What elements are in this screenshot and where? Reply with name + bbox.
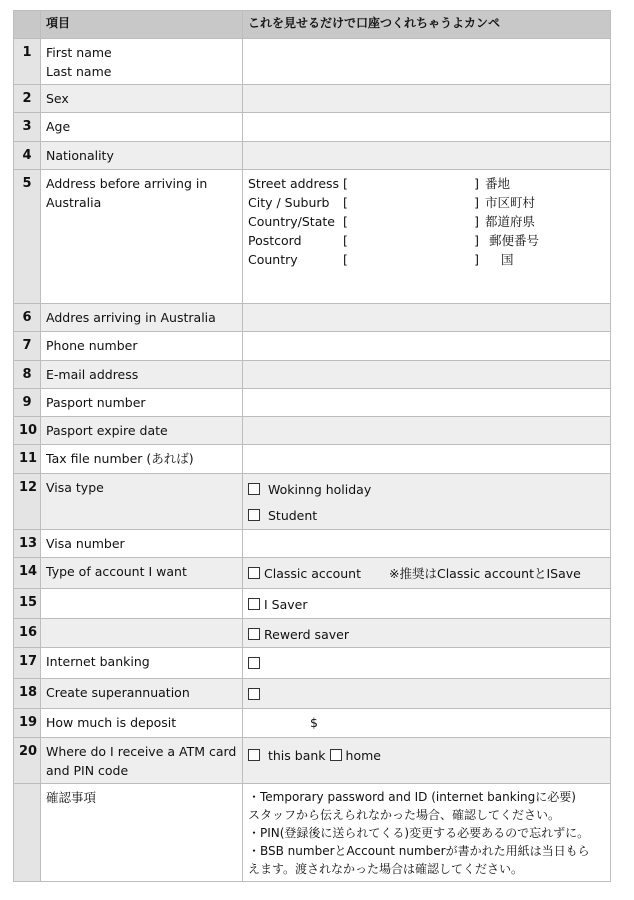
row-label: Nationality — [41, 142, 243, 170]
currency-symbol: $ — [310, 715, 318, 730]
row-visa-number — [14, 530, 611, 558]
row-label — [41, 589, 243, 619]
checkbox[interactable] — [248, 657, 260, 669]
row-email — [14, 361, 611, 389]
row-number: 1 — [14, 39, 41, 85]
checkbox[interactable] — [248, 567, 260, 579]
confirm-note-line: ・Temporary password and ID (internet bankingに必要) — [248, 790, 576, 804]
atm-label-line2: and PIN code — [46, 763, 129, 778]
account-type-options — [243, 558, 611, 589]
checkbox[interactable] — [248, 598, 260, 610]
last-name-label: Last name — [46, 64, 112, 79]
row-label: Visa number — [41, 530, 243, 558]
internet-banking-option — [243, 648, 611, 679]
row-number: 8 — [14, 361, 41, 389]
address-unit: 郵便番号 — [489, 233, 540, 248]
row-visa-type — [14, 474, 611, 530]
row-nationality — [14, 142, 611, 170]
confirm-note-line: えます。渡されなかった場合は確認してください。 — [248, 862, 524, 876]
sex-field[interactable] — [243, 85, 611, 113]
row-phone — [14, 332, 611, 361]
row-label: Create superannuation — [41, 679, 243, 709]
city-suburb-line — [248, 193, 605, 212]
row-label: How much is deposit — [41, 709, 243, 738]
row-label — [41, 170, 243, 304]
row-number: 20 — [14, 738, 41, 784]
row-deposit — [14, 709, 611, 738]
checkbox[interactable] — [248, 483, 260, 495]
visa-type-options — [243, 474, 611, 530]
header-row — [14, 11, 611, 39]
checkbox[interactable] — [248, 749, 260, 761]
row-number: 9 — [14, 389, 41, 417]
passport-expire-field[interactable] — [243, 417, 611, 445]
visa-number-field[interactable] — [243, 530, 611, 558]
account-option-classic[interactable]: Classic account — [248, 566, 361, 581]
row-label: Internet banking — [41, 648, 243, 679]
address-input-bracket[interactable]: [ ] — [343, 214, 479, 229]
row-number: 10 — [14, 417, 41, 445]
address-field[interactable] — [243, 170, 611, 304]
account-application-form — [13, 10, 611, 882]
address-unit: 市区町村 — [485, 195, 536, 210]
confirm-note-line: ・PIN(登録後に送られてくる)変更する必要あるので忘れずに。 — [248, 826, 590, 840]
visa-option-working-holiday[interactable]: Wokinng holiday — [248, 480, 605, 499]
first-name-label: First name — [46, 45, 112, 60]
row-number: 18 — [14, 679, 41, 709]
row-superannuation — [14, 679, 611, 709]
account-option-isaver[interactable]: I Saver — [243, 589, 611, 619]
address-unit: 番地 — [485, 176, 511, 191]
account-option-reward-saver[interactable]: Rewerd saver — [243, 619, 611, 648]
country-state-line — [248, 212, 605, 231]
row-label: Visa type — [41, 474, 243, 530]
row-number: 3 — [14, 113, 41, 142]
recommendation-note: ※推奨はClassic accountとISave — [389, 566, 581, 581]
address-unit: 国 — [501, 252, 514, 267]
row-address-arriving — [14, 304, 611, 332]
row-label: Type of account I want — [41, 558, 243, 589]
row-atm-card-delivery — [14, 738, 611, 784]
row-label: Pasport number — [41, 389, 243, 417]
row-label: E-mail address — [41, 361, 243, 389]
row-isaver — [14, 589, 611, 619]
row-account-type — [14, 558, 611, 589]
tax-file-field[interactable] — [243, 445, 611, 474]
confirm-note-line: スタッフから伝えられなかった場合、確認してください。 — [248, 808, 561, 822]
address-key: Country/State — [248, 214, 335, 229]
street-address-line — [248, 174, 605, 193]
address-label-line1: Address before arriving in — [46, 176, 208, 191]
checkbox[interactable] — [330, 749, 342, 761]
postcode-line — [248, 231, 605, 250]
row-label: Sex — [41, 85, 243, 113]
row-label: Pasport expire date — [41, 417, 243, 445]
row-number: 16 — [14, 619, 41, 648]
row-address-before — [14, 170, 611, 304]
address-arriving-field[interactable] — [243, 304, 611, 332]
age-field[interactable] — [243, 113, 611, 142]
row-number: 19 — [14, 709, 41, 738]
confirm-note-line: ・BSB numberとAccount numberが書かれた用紙は当日もら — [248, 844, 590, 858]
delivery-option-home[interactable]: home — [330, 748, 381, 763]
address-input-bracket[interactable]: [ ] — [343, 176, 479, 191]
country-line — [248, 250, 605, 269]
address-unit: 都道府県 — [485, 214, 536, 229]
address-key: City / Suburb — [248, 195, 330, 210]
superannuation-option — [243, 679, 611, 709]
passport-number-field[interactable] — [243, 389, 611, 417]
row-number: 5 — [14, 170, 41, 304]
row-label — [41, 39, 243, 85]
row-number: 2 — [14, 85, 41, 113]
row-number: 14 — [14, 558, 41, 589]
row-number: 13 — [14, 530, 41, 558]
row-passport-expire — [14, 417, 611, 445]
checkbox[interactable] — [248, 509, 260, 521]
row-label: Phone number — [41, 332, 243, 361]
address-key: Country — [248, 252, 298, 267]
row-internet-banking — [14, 648, 611, 679]
row-name — [14, 39, 611, 85]
row-reward-saver — [14, 619, 611, 648]
row-number: 6 — [14, 304, 41, 332]
deposit-field[interactable] — [243, 709, 611, 738]
header-item: 項目 — [41, 11, 243, 39]
address-key: Postcord — [248, 233, 302, 248]
row-passport-number — [14, 389, 611, 417]
header-num — [14, 11, 41, 39]
confirmation-notes — [243, 784, 611, 882]
checkbox[interactable] — [248, 628, 260, 640]
address-label-line2: Australia — [46, 195, 102, 210]
email-field[interactable] — [243, 361, 611, 389]
row-number: 12 — [14, 474, 41, 530]
header-value: これを見せるだけで口座つくれちゃうよカンペ — [243, 11, 611, 39]
atm-label-line1: Where do I receive a ATM card — [46, 744, 237, 759]
row-tax-file — [14, 445, 611, 474]
row-sex — [14, 85, 611, 113]
row-age — [14, 113, 611, 142]
row-number: 15 — [14, 589, 41, 619]
row-number: 17 — [14, 648, 41, 679]
phone-field[interactable] — [243, 332, 611, 361]
row-label: Addres arriving in Australia — [41, 304, 243, 332]
checkbox[interactable] — [248, 688, 260, 700]
row-number — [14, 784, 41, 882]
row-label: Tax file number (あれば) — [41, 445, 243, 474]
row-label — [41, 738, 243, 784]
delivery-option-this-bank[interactable]: this bank — [248, 748, 326, 763]
address-input-bracket[interactable]: [ ] — [343, 233, 479, 248]
name-field[interactable] — [243, 39, 611, 85]
row-label: 確認事項 — [41, 784, 243, 882]
visa-option-student[interactable]: Student — [248, 506, 605, 525]
nationality-field[interactable] — [243, 142, 611, 170]
row-number: 11 — [14, 445, 41, 474]
row-number: 4 — [14, 142, 41, 170]
row-confirmation — [14, 784, 611, 882]
address-key: Street address — [248, 176, 340, 191]
row-number: 7 — [14, 332, 41, 361]
atm-delivery-options — [243, 738, 611, 784]
row-label: Age — [41, 113, 243, 142]
row-label — [41, 619, 243, 648]
address-input-bracket[interactable]: [ ] — [343, 195, 479, 210]
address-input-bracket[interactable]: [ ] — [343, 252, 479, 267]
